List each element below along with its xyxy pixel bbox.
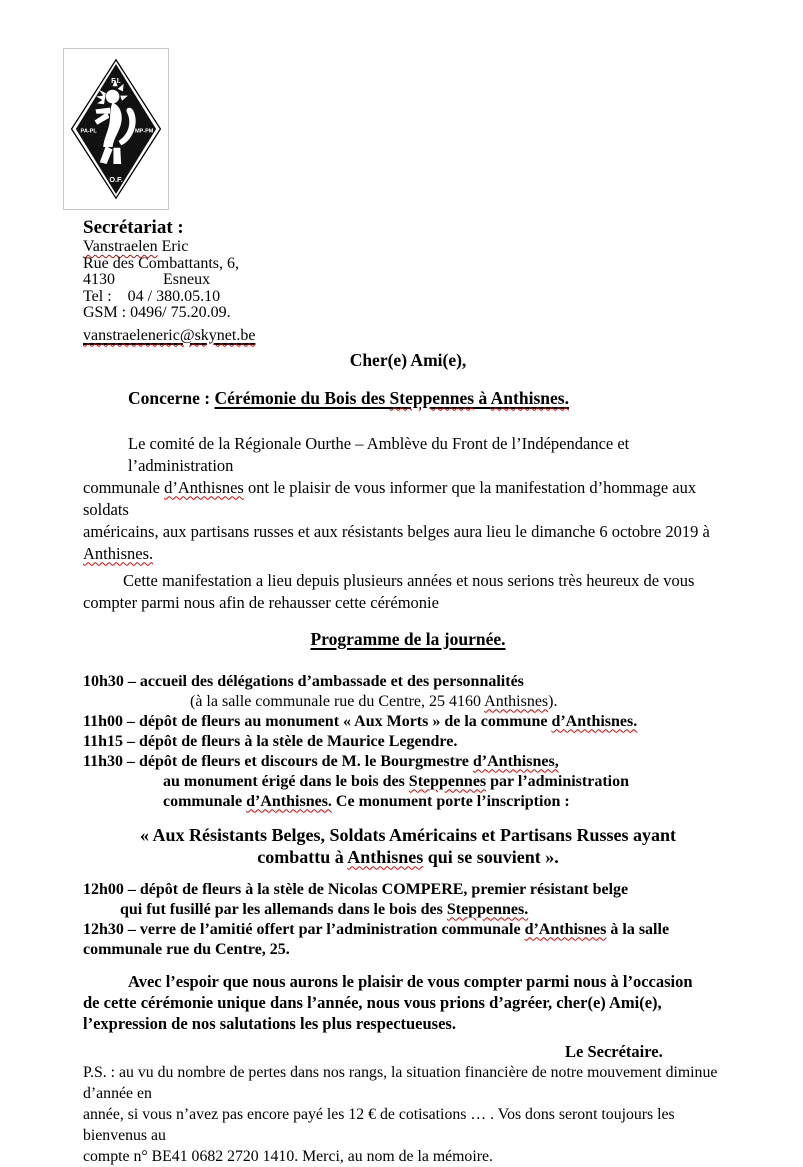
inscription-line xyxy=(83,846,733,868)
text-seg-anthisnes: d’Anthisnes xyxy=(524,920,607,938)
programme-item-12h00: 12h00 – dépôt de fleurs à la stèle de Nicolas COMPERE, premier résistant belge xyxy=(83,880,629,898)
logo-label-fi: F.I. xyxy=(111,75,121,85)
text-seg: qui fut fusillé par les allemands dans le bois des xyxy=(120,900,447,918)
postscript xyxy=(83,1062,733,1167)
letterhead-zip: 4130 xyxy=(83,271,115,288)
letterhead-email-line xyxy=(83,327,733,345)
text-seg: (à la salle communale rue du Centre, 25 4160 xyxy=(190,692,485,710)
programme-item-12h00-detail xyxy=(120,900,733,920)
paragraph-line: Le comité de la Régionale Ourthe – Amblève du Front de l’Indépendance et l’administration xyxy=(128,433,634,475)
logo-label-mppm: MP-PM xyxy=(134,128,154,135)
closing-paragraph xyxy=(83,971,733,1034)
programme-item-12h30 xyxy=(83,920,733,940)
programme-item-11h30 xyxy=(83,752,733,772)
subject-line xyxy=(128,387,733,409)
paragraph-line xyxy=(83,543,733,565)
intro-paragraph xyxy=(83,433,733,565)
letterhead-gsm: GSM : 0496/ 75.20.09. xyxy=(83,304,231,321)
postscript-line: P.S. : au vu du nombre de pertes dans nos rangs, la situation financière de notre mouvement diminue d’année en xyxy=(83,1063,722,1102)
postscript-line: compte n° BE41 0682 2720 1410. Merci, au nom de la mémoire. xyxy=(83,1147,493,1165)
paragraph-line: américains, aux partisans russes et aux résistants belges aura lieu le dimanche 6 octobre 2019 à xyxy=(83,521,710,541)
letterhead-zip-city xyxy=(83,272,733,289)
programme-item-11h30-detail2 xyxy=(163,792,733,812)
subject-seg-anthisnes: Anthisnes. xyxy=(490,387,569,408)
closing-line: l’expression de nos salutations les plus respectueuses. xyxy=(83,1013,456,1033)
text-seg: à la salle xyxy=(606,920,670,938)
programme-list xyxy=(83,672,733,812)
fi-lion-emblem-icon xyxy=(69,54,163,204)
letterhead-name-rest: Eric xyxy=(157,238,189,255)
programme-item-11h00 xyxy=(83,712,733,732)
closing-line: de cette cérémonie unique dans l’année, nous vous prions d’agréer, cher(e) Ami(e), xyxy=(83,992,662,1012)
text-seg: par l’administration xyxy=(486,772,629,790)
second-paragraph xyxy=(83,570,733,614)
programme-item-10h30: 10h30 – accueil des délégations d’ambassade et des personnalités xyxy=(83,672,524,690)
letterhead-secretariat-title: Secrétariat : xyxy=(83,217,184,238)
text-seg-anthisnes: Anthisnes xyxy=(484,692,549,710)
text-seg-steppennes: Steppennes xyxy=(408,772,487,790)
text-seg: ont le plaisir de vous informer que la manifestation d’hommage aux soldats xyxy=(83,477,701,519)
text-seg-anthisnes: d’Anthisnes. xyxy=(246,792,332,810)
text-seg-anthisnes: Anthisnes xyxy=(347,846,424,867)
subject-seg: Cérémonie du Bois des xyxy=(214,387,390,408)
salutation: Cher(e) Ami(e), xyxy=(349,349,467,370)
letterhead-city: Esneux xyxy=(163,271,211,288)
text-seg: 11h30 – dépôt de fleurs et discours de M. le Bourgmestre xyxy=(83,752,473,770)
text-seg-steppennes: Steppennes. xyxy=(446,900,529,918)
text-seg-anthisnes: Anthisnes. xyxy=(83,543,154,563)
email-text: vanstraeleneric@skynet.be xyxy=(83,326,256,344)
subject-title xyxy=(215,388,569,408)
text-seg-anthisnes: d’Anthisnes. xyxy=(551,712,638,730)
text-seg: 11h00 – dépôt de fleurs au monument « Aux Morts » de la commune xyxy=(83,712,552,730)
programme-list-continued xyxy=(83,880,733,960)
subject-prefix: Concerne : xyxy=(128,387,215,408)
programme-item-12h30-detail: communale rue du Centre, 25. xyxy=(83,940,290,958)
letterhead-street: Rue des Combattants, 6, xyxy=(83,254,239,272)
closing-line: Avec l’espoir que nous aurons le plaisir de vous compter parmi nous à l’occasion xyxy=(128,971,693,991)
letterhead-phone: Tel : 04 / 380.05.10 xyxy=(83,287,221,305)
paragraph-line: Cette manifestation a lieu depuis plusieurs années et nous serions très heureux de vous xyxy=(123,570,695,590)
subject-seg: à xyxy=(474,387,491,408)
text-seg: ). xyxy=(548,692,558,710)
programme-title-text: Programme de la journée. xyxy=(310,628,506,649)
text-seg: combattu à xyxy=(257,846,348,867)
text-seg: communale xyxy=(83,477,165,497)
signature: Le Secrétaire. xyxy=(565,1041,663,1061)
text-seg: qui se souvient ». xyxy=(423,846,559,867)
programme-title xyxy=(83,628,733,650)
programme-item-11h30-detail1 xyxy=(163,772,733,792)
paragraph-line xyxy=(83,477,733,521)
programme-item-11h15: 11h15 – dépôt de fleurs à la stèle de Maurice Legendre. xyxy=(83,732,458,750)
organization-logo-frame xyxy=(63,48,169,210)
email-link[interactable] xyxy=(83,327,255,344)
text-seg-anthisnes: d’Anthisnes xyxy=(164,477,244,497)
inscription-line: « Aux Résistants Belges, Soldats Américains et Partisans Russes ayant xyxy=(139,824,677,845)
text-seg: au monument érigé dans le bois des xyxy=(163,772,409,790)
postscript-line: année, si vous n’avez pas encore payé les 12 € de cotisations … . Vos dons seront toujours les bienvenus au xyxy=(83,1105,679,1144)
logo-label-of: O.F. xyxy=(109,174,123,184)
text-seg: Ce monument porte l’inscription : xyxy=(331,792,570,810)
text-seg: 12h30 – verre de l’amitié offert par l’administration communale xyxy=(83,920,525,938)
logo-label-papl: PA-PL xyxy=(80,128,97,135)
paragraph-line: compter parmi nous afin de rehausser cette cérémonie xyxy=(83,592,439,612)
text-seg-anthisnes: d’Anthisnes, xyxy=(472,752,559,770)
letterhead-name-first: Vanstraelen xyxy=(83,238,158,255)
programme-item-10h30-detail xyxy=(190,692,733,712)
letterhead-name xyxy=(83,239,733,256)
monument-inscription xyxy=(83,824,733,868)
subject-seg-steppennes: Steppennes xyxy=(389,387,475,408)
text-seg: communale xyxy=(163,792,247,810)
